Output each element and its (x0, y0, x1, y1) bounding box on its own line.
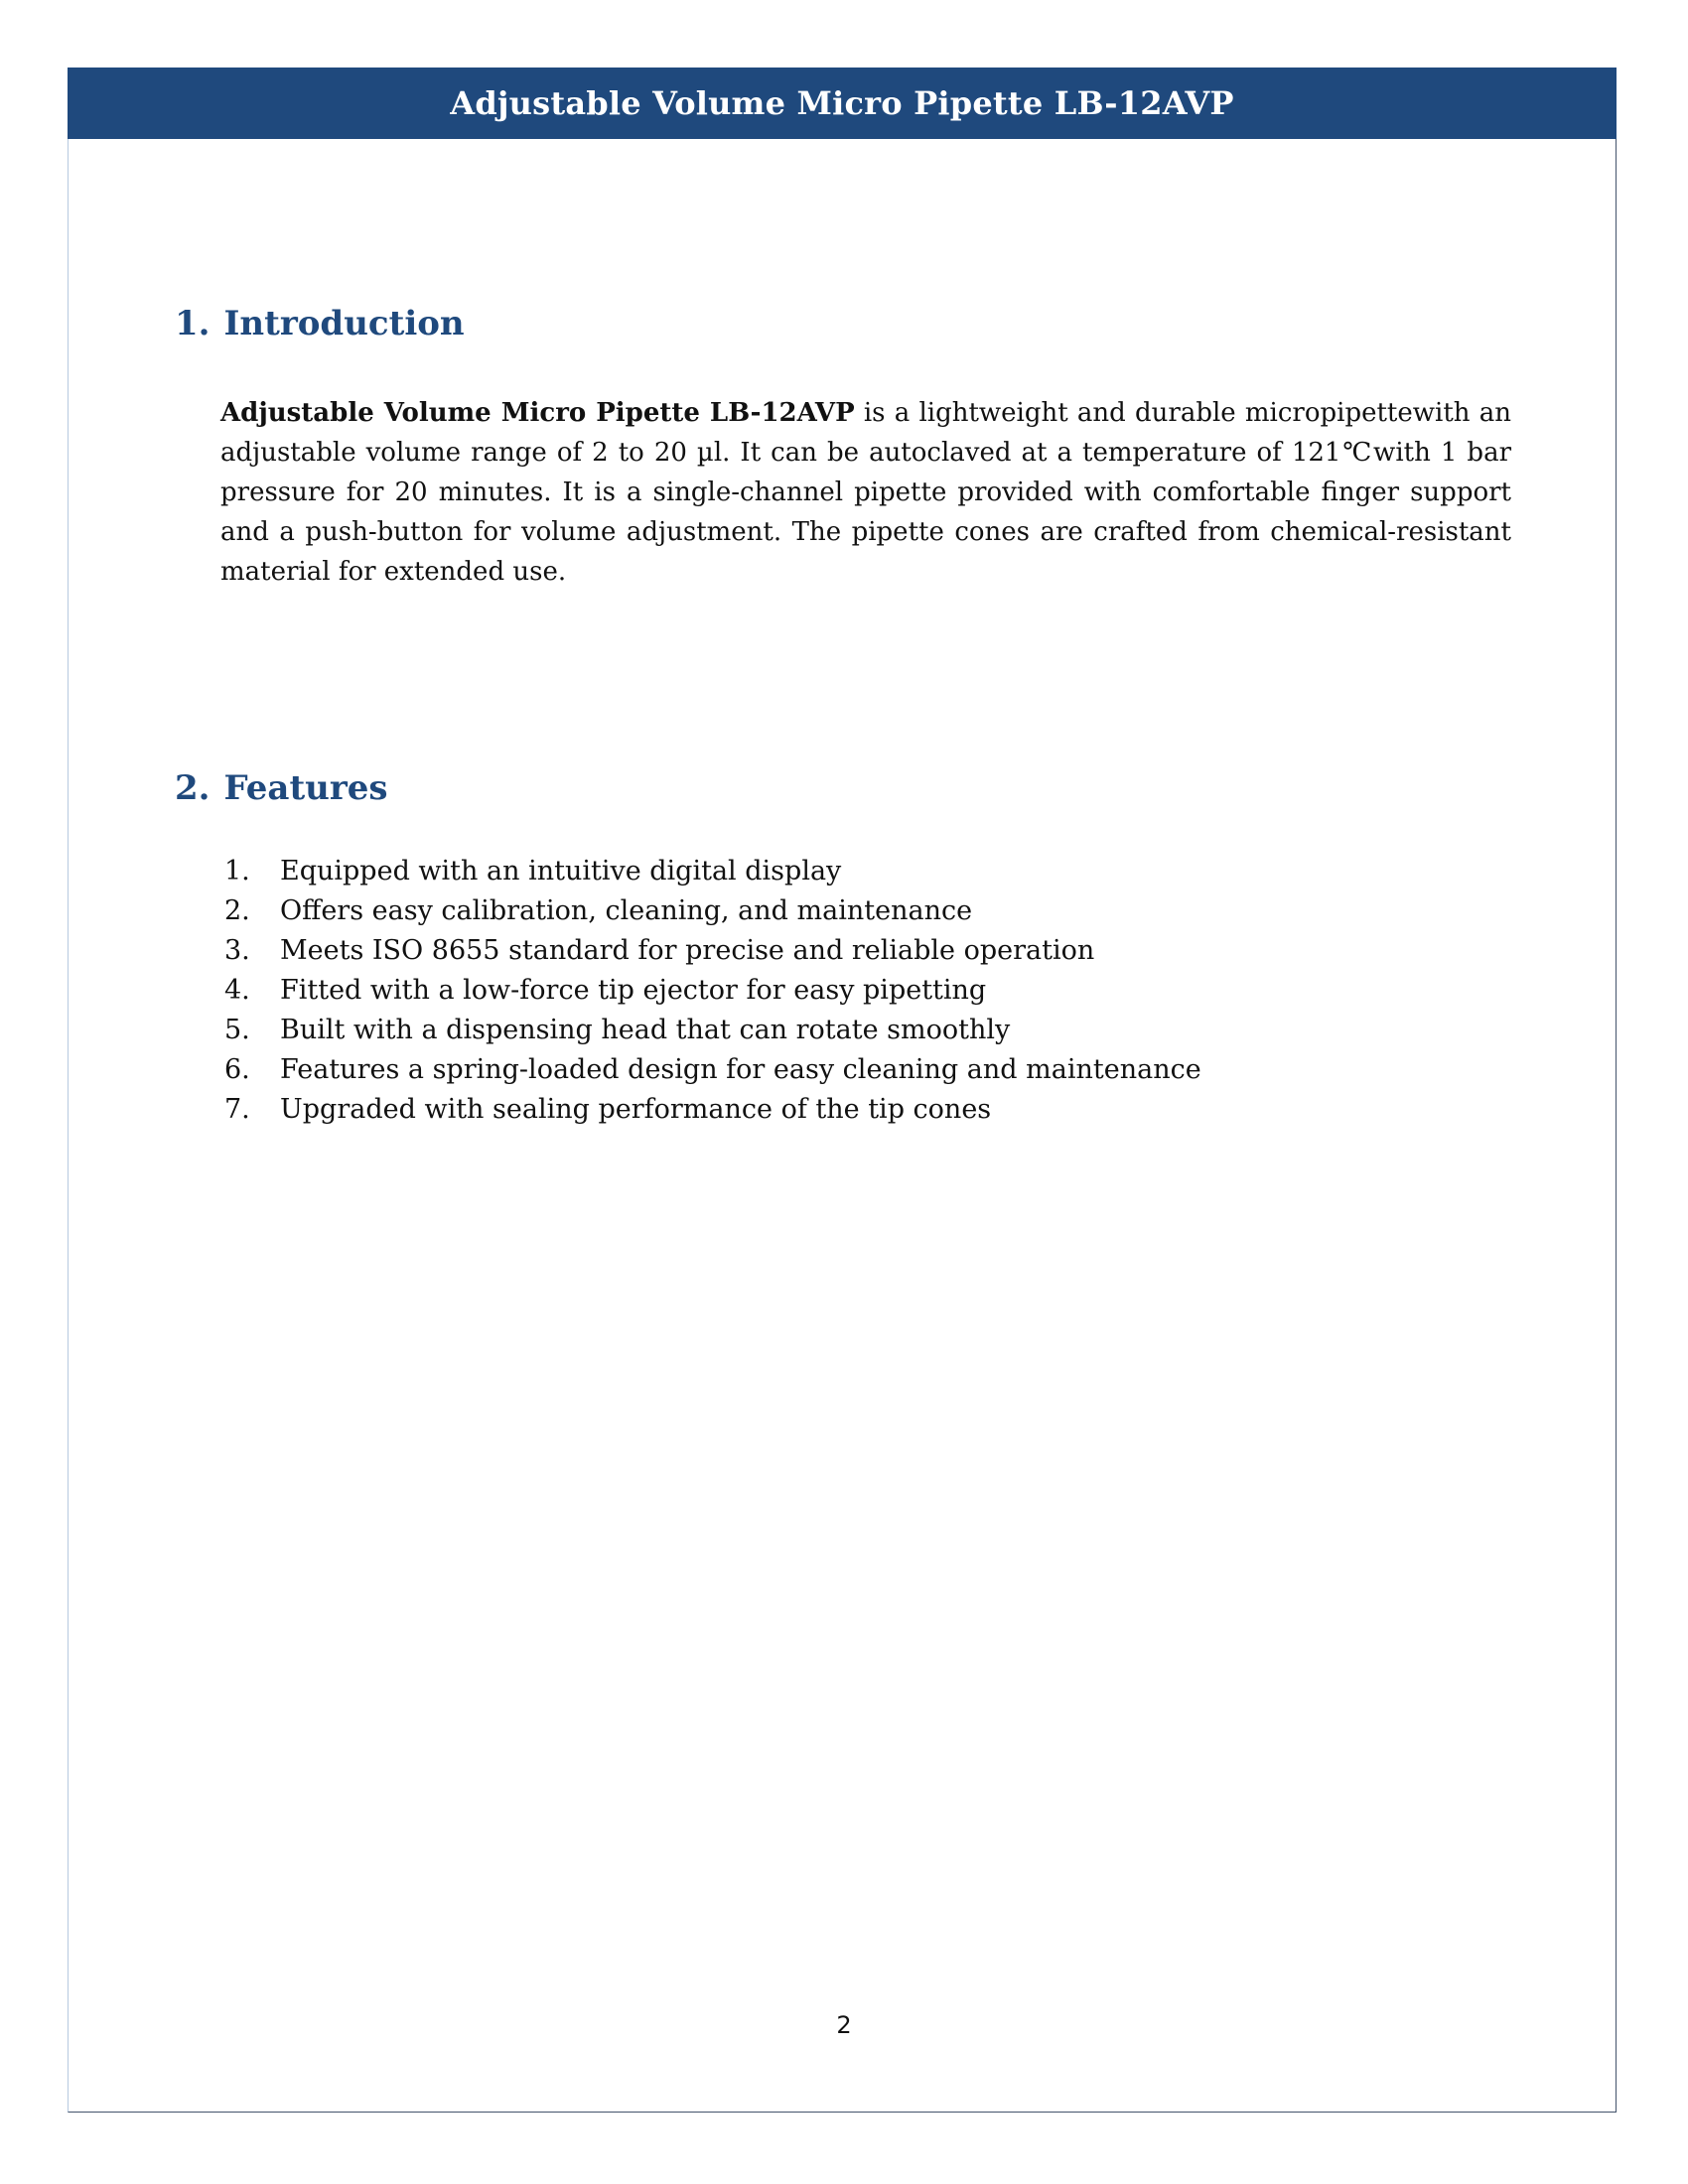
list-item-text: Meets ISO 8655 standard for precise and reliable operation (280, 935, 1095, 966)
introduction-product-name: Adjustable Volume Micro Pipette LB-12AVP (220, 398, 855, 428)
introduction-heading-text: Introduction (223, 304, 465, 343)
list-item-text: Built with a dispensing head that can rotate smoothly (280, 1015, 1011, 1045)
list-item-number: 1. (224, 856, 250, 887)
list-item (224, 891, 1201, 931)
list-item-number: 5. (224, 1015, 250, 1045)
document-title: Adjustable Volume Micro Pipette LB-12AVP (450, 84, 1234, 122)
introduction-heading (175, 304, 465, 343)
list-item-number: 2. (224, 895, 250, 926)
list-item-text: Offers easy calibration, cleaning, and maintenance (280, 895, 973, 926)
list-item-number: 7. (224, 1094, 250, 1125)
features-list (224, 852, 1201, 1130)
list-item (224, 971, 1201, 1011)
introduction-body: is a lightweight and durable micropipettewith an adjustable volume range of 2 to 20 µl. It can be autoclaved at a temperature of 121℃with 1 bar pressure for 20 minutes. It is a single-channel pipette provided with comfortable finger support and a push-button for volume adjustment. The pipette cones are crafted from chemical-resistant material for extended use. (220, 398, 1511, 587)
list-item (224, 852, 1201, 891)
list-item-text: Equipped with an intuitive digital display (280, 856, 842, 887)
features-heading-text: Features (223, 768, 388, 808)
introduction-paragraph (220, 393, 1511, 592)
list-item (224, 1011, 1201, 1050)
features-heading-number: 2. (175, 768, 211, 808)
features-heading (175, 768, 388, 808)
list-item-text: Features a spring-loaded design for easy cleaning and maintenance (280, 1054, 1201, 1085)
list-item-number: 4. (224, 975, 250, 1006)
list-item-number: 6. (224, 1054, 250, 1085)
list-item-text: Upgraded with sealing performance of the tip cones (280, 1094, 992, 1125)
list-item-text: Fitted with a low-force tip ejector for easy pipetting (280, 975, 987, 1006)
list-item (224, 1090, 1201, 1130)
list-item-number: 3. (224, 935, 250, 966)
list-item (224, 931, 1201, 971)
page-number: 2 (836, 2011, 852, 2039)
introduction-heading-number: 1. (175, 304, 211, 343)
document-title-bar (68, 68, 1617, 139)
list-item (224, 1050, 1201, 1090)
